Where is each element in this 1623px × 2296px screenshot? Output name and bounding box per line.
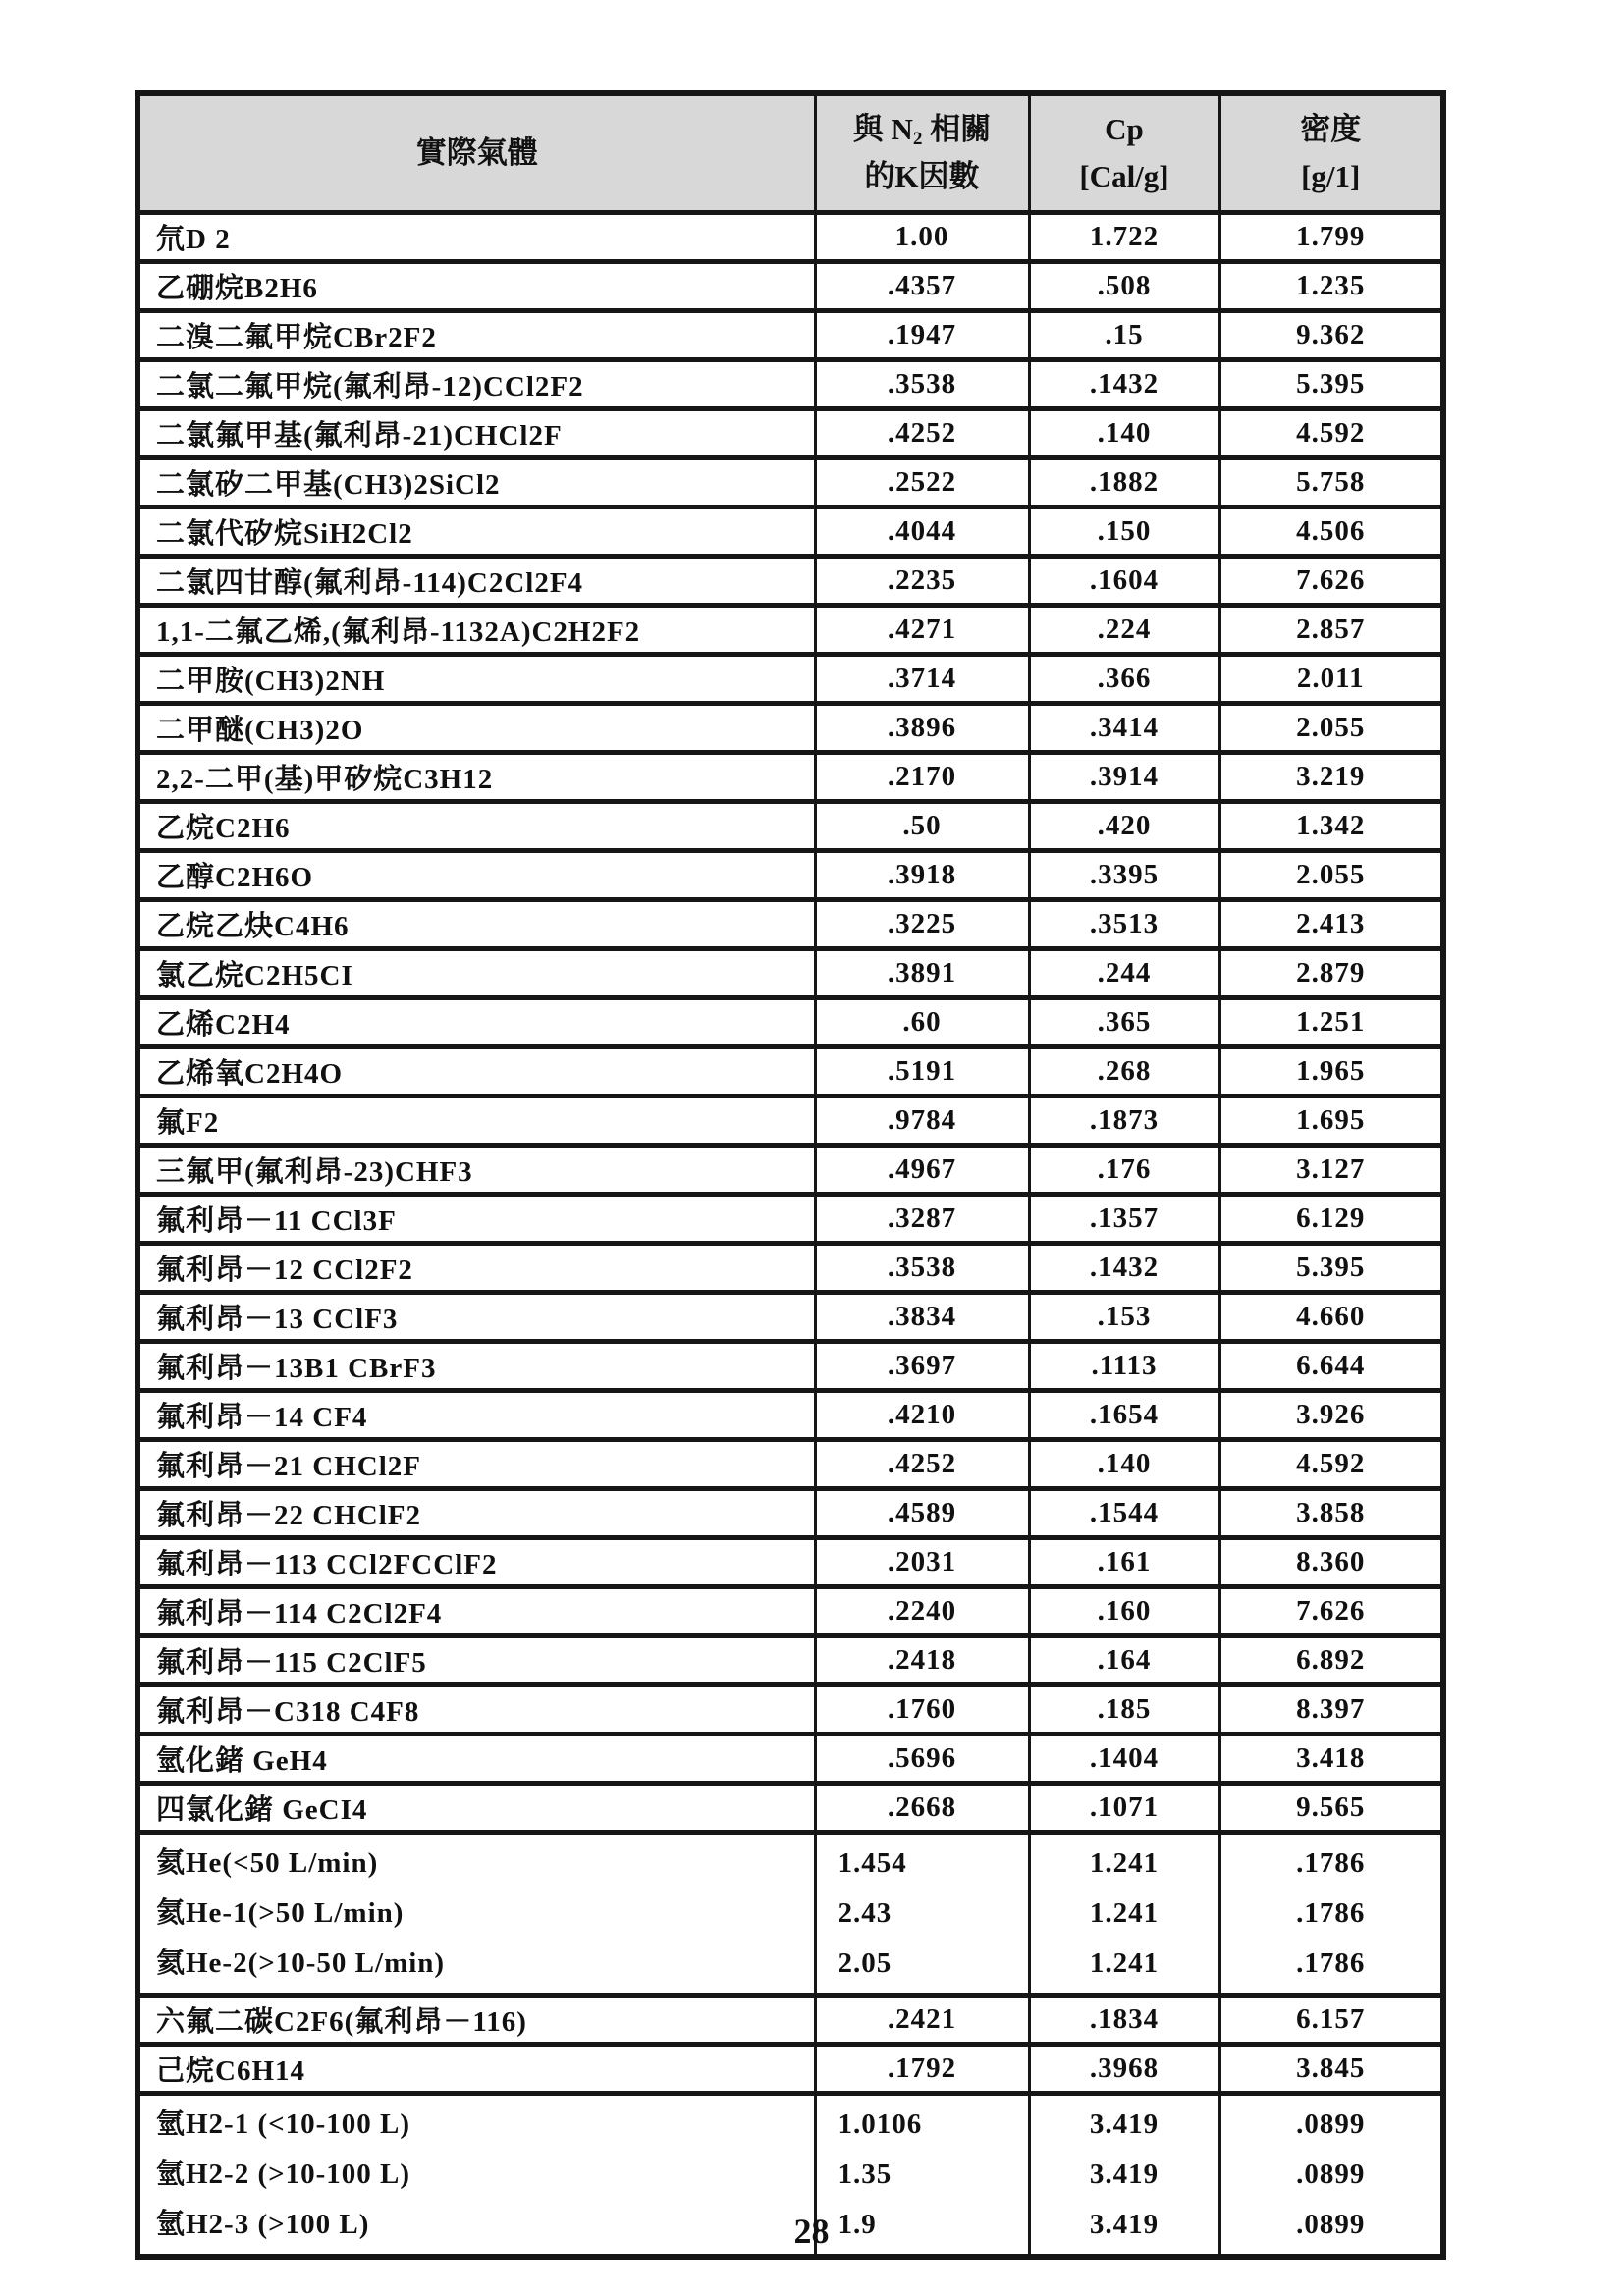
gas-name-cell: 二氯二氟甲烷(氟利昂-12)CCl2F2: [137, 360, 815, 409]
density-cell: 5.758: [1219, 458, 1443, 507]
gas-name-cell: 2,2-二甲(基)甲矽烷C3H12: [137, 753, 815, 802]
table-row: [137, 606, 1443, 655]
gas-name-cell: 氟利昂－113 CCl2FCClF2: [137, 1538, 815, 1587]
cell-line: 氫H2-3 (>100 L): [156, 2209, 370, 2240]
cell-line: 3.419: [1089, 2109, 1160, 2140]
k-factor-cell: .4967: [815, 1146, 1029, 1195]
gas-name-cell: 己烷C6H14: [137, 2045, 815, 2094]
cp-cell: .1113: [1029, 1342, 1219, 1391]
cell-line: 氦He(<50 L/min): [156, 1847, 379, 1879]
k-factor-cell: [815, 1833, 1029, 1996]
table-row: [137, 1342, 1443, 1391]
density-cell: 6.644: [1219, 1342, 1443, 1391]
k-factor-cell: .2418: [815, 1636, 1029, 1685]
header-text: 與 N: [852, 111, 913, 146]
density-cell: 2.857: [1219, 606, 1443, 655]
cp-cell: .185: [1029, 1685, 1219, 1735]
table-row: [137, 1784, 1443, 1833]
density-cell: 1.695: [1219, 1096, 1443, 1146]
gas-name-cell: 三氟甲(氟利昂-23)CHF3: [137, 1146, 815, 1195]
header-line: 的K因數: [864, 159, 980, 194]
table-row: [137, 998, 1443, 1047]
cp-cell: .3968: [1029, 2045, 1219, 2094]
k-factor-cell: .2240: [815, 1587, 1029, 1636]
cp-cell: .164: [1029, 1636, 1219, 1685]
table-row: [137, 458, 1443, 507]
cp-cell: .3414: [1029, 704, 1219, 753]
k-factor-cell: .3538: [815, 360, 1029, 409]
cp-cell: .508: [1029, 262, 1219, 311]
k-factor-cell: .9784: [815, 1096, 1029, 1146]
cp-cell: 1.722: [1029, 213, 1219, 262]
table-row: [137, 1391, 1443, 1440]
table-row: [137, 2045, 1443, 2094]
cp-cell: .1357: [1029, 1195, 1219, 1244]
gas-name-cell: 乙硼烷B2H6: [137, 262, 815, 311]
gas-name-cell: 氟利昂－13B1 CBrF3: [137, 1342, 815, 1391]
column-header-k-factor: [815, 93, 1029, 213]
table-row: [137, 1489, 1443, 1538]
table-row: [137, 1244, 1443, 1293]
table-row: [137, 1833, 1443, 1996]
cell-line: 氫H2-2 (>10-100 L): [156, 2159, 411, 2190]
gas-name-cell: 氟利昂－14 CF4: [137, 1391, 815, 1440]
cell-line: 1.0106: [838, 2109, 923, 2140]
density-cell: 2.055: [1219, 851, 1443, 900]
header-line: 密度: [1300, 111, 1362, 146]
k-factor-cell: .4589: [815, 1489, 1029, 1538]
cell-line: .1786: [1296, 1897, 1366, 1929]
cell-line: 氦He-2(>10-50 L/min): [156, 1948, 446, 1979]
gas-name-cell: 二氯氟甲基(氟利昂-21)CHCl2F: [137, 409, 815, 458]
cell-line: .0899: [1296, 2159, 1366, 2190]
cp-cell: .1432: [1029, 360, 1219, 409]
cp-cell: .1071: [1029, 1784, 1219, 1833]
cp-cell: .1882: [1029, 458, 1219, 507]
k-factor-cell: .4252: [815, 1440, 1029, 1489]
cell-line: .1786: [1296, 1948, 1366, 1979]
gas-name-cell: 氟利昂－11 CCl3F: [137, 1195, 815, 1244]
density-cell: 3.219: [1219, 753, 1443, 802]
table-row: [137, 262, 1443, 311]
density-cell: 5.395: [1219, 1244, 1443, 1293]
gas-name-cell: 乙烷C2H6: [137, 802, 815, 851]
density-cell: 3.926: [1219, 1391, 1443, 1440]
cp-cell: .140: [1029, 1440, 1219, 1489]
gas-name-cell: 乙醇C2H6O: [137, 851, 815, 900]
table-row: [137, 1636, 1443, 1685]
table-row: [137, 1440, 1443, 1489]
header-line: [817, 106, 1028, 154]
cell-line: 1.241: [1089, 1897, 1160, 1929]
density-cell: 1.342: [1219, 802, 1443, 851]
cell-line: .1786: [1296, 1847, 1366, 1879]
density-cell: 4.660: [1219, 1293, 1443, 1342]
cp-cell: .420: [1029, 802, 1219, 851]
density-cell: 4.592: [1219, 409, 1443, 458]
density-cell: 6.892: [1219, 1636, 1443, 1685]
k-factor-cell: .3834: [815, 1293, 1029, 1342]
subscript-text: 2: [912, 128, 923, 149]
table-row: [137, 360, 1443, 409]
density-cell: 7.626: [1219, 557, 1443, 606]
k-factor-cell: .4210: [815, 1391, 1029, 1440]
gas-name-cell: 氘D 2: [137, 213, 815, 262]
cp-cell: .1544: [1029, 1489, 1219, 1538]
k-factor-cell: .2421: [815, 1996, 1029, 2045]
k-factor-cell: .5696: [815, 1735, 1029, 1784]
table-row: [137, 704, 1443, 753]
k-factor-cell: .3891: [815, 949, 1029, 998]
k-factor-cell: .2668: [815, 1784, 1029, 1833]
table-row: [137, 1735, 1443, 1784]
cell-line: .0899: [1296, 2209, 1366, 2240]
cell-line: 氦He-1(>50 L/min): [156, 1897, 405, 1929]
gas-name-cell: 氟利昂－C318 C4F8: [137, 1685, 815, 1735]
density-cell: 7.626: [1219, 1587, 1443, 1636]
cell-line: .0899: [1296, 2109, 1366, 2140]
gas-name-cell: 四氯化鍺 GeCI4: [137, 1784, 815, 1833]
k-factor-cell: .60: [815, 998, 1029, 1047]
k-factor-cell: .1947: [815, 311, 1029, 360]
table-row: [137, 1685, 1443, 1735]
gas-name-cell: 六氟二碳C2F6(氟利昂－116): [137, 1996, 815, 2045]
table-row: [137, 557, 1443, 606]
page-number: 28: [793, 2212, 830, 2251]
density-cell: 1.235: [1219, 262, 1443, 311]
cell-line: 3.419: [1089, 2159, 1160, 2190]
header-line: [g/1]: [1301, 159, 1361, 193]
gas-name-cell: 氟利昂－22 CHClF2: [137, 1489, 815, 1538]
k-factor-cell: .4271: [815, 606, 1029, 655]
gas-name-cell: 二氯代矽烷SiH2Cl2: [137, 507, 815, 557]
cp-cell: .1404: [1029, 1735, 1219, 1784]
table-row: [137, 1096, 1443, 1146]
table-row: [137, 507, 1443, 557]
table-row: [137, 1293, 1443, 1342]
table-row: [137, 1146, 1443, 1195]
gas-name-cell: 乙烯C2H4: [137, 998, 815, 1047]
cp-cell: .15: [1029, 311, 1219, 360]
cell-line: 1.241: [1089, 1847, 1160, 1879]
k-factor-cell: .5191: [815, 1047, 1029, 1096]
density-cell: 3.858: [1219, 1489, 1443, 1538]
gas-name-cell: 氟F2: [137, 1096, 815, 1146]
density-cell: 3.127: [1219, 1146, 1443, 1195]
density-cell: 9.565: [1219, 1784, 1443, 1833]
cp-cell: .1873: [1029, 1096, 1219, 1146]
table-header: [137, 93, 1443, 213]
density-cell: 4.506: [1219, 507, 1443, 557]
table-row: [137, 1195, 1443, 1244]
cell-line: 2.43: [838, 1897, 893, 1929]
gas-name-cell: 乙烷乙炔C4H6: [137, 900, 815, 949]
cp-cell: .3395: [1029, 851, 1219, 900]
k-factor-cell: .3918: [815, 851, 1029, 900]
k-factor-cell: .1792: [815, 2045, 1029, 2094]
gas-name-cell: 1,1-二氟乙烯,(氟利昂-1132A)C2H2F2: [137, 606, 815, 655]
cp-cell: .268: [1029, 1047, 1219, 1096]
cp-cell: .1834: [1029, 1996, 1219, 2045]
cell-line: 1.241: [1089, 1948, 1160, 1979]
header-text: 相關: [922, 111, 992, 146]
cell-line: 氫H2-1 (<10-100 L): [156, 2109, 411, 2140]
k-factor-cell: .2170: [815, 753, 1029, 802]
cp-cell: .366: [1029, 655, 1219, 704]
gas-name-cell: 乙烯氧C2H4O: [137, 1047, 815, 1096]
cell-line: 3.419: [1089, 2209, 1160, 2240]
density-cell: [1219, 1833, 1443, 1996]
cp-cell: .153: [1029, 1293, 1219, 1342]
cp-cell: .3914: [1029, 753, 1219, 802]
cp-cell: .160: [1029, 1587, 1219, 1636]
table-row: [137, 311, 1443, 360]
density-cell: 6.157: [1219, 1996, 1443, 2045]
column-header-density: [1219, 93, 1443, 213]
cp-cell: .1432: [1029, 1244, 1219, 1293]
table-row: [137, 409, 1443, 458]
gas-name-cell: 二甲胺(CH3)2NH: [137, 655, 815, 704]
cell-line: 2.05: [838, 1948, 893, 1979]
k-factor-cell: .4252: [815, 409, 1029, 458]
k-factor-cell: 1.00: [815, 213, 1029, 262]
cell-line: 1.35: [838, 2159, 893, 2190]
density-cell: 8.397: [1219, 1685, 1443, 1735]
density-cell: 2.879: [1219, 949, 1443, 998]
header-line: [Cal/g]: [1079, 159, 1169, 193]
k-factor-cell: .3697: [815, 1342, 1029, 1391]
table-row: [137, 802, 1443, 851]
k-factor-cell: .4357: [815, 262, 1029, 311]
gas-name-cell: 氟利昂－21 CHCl2F: [137, 1440, 815, 1489]
k-factor-cell: .4044: [815, 507, 1029, 557]
cp-cell: .244: [1029, 949, 1219, 998]
cp-cell: .150: [1029, 507, 1219, 557]
header-line: Cp: [1105, 111, 1144, 146]
cell-line: 1.454: [838, 1847, 907, 1879]
table-row: [137, 1047, 1443, 1096]
table-row: [137, 753, 1443, 802]
header-row: [137, 93, 1443, 213]
k-factor-cell: .3896: [815, 704, 1029, 753]
density-cell: 4.592: [1219, 1440, 1443, 1489]
cp-cell: .224: [1029, 606, 1219, 655]
density-cell: 2.055: [1219, 704, 1443, 753]
cp-cell: .365: [1029, 998, 1219, 1047]
gas-name-cell: 氫化鍺 GeH4: [137, 1735, 815, 1784]
gas-name-cell: 二甲醚(CH3)2O: [137, 704, 815, 753]
table-row: [137, 1587, 1443, 1636]
density-cell: 2.413: [1219, 900, 1443, 949]
gas-name-cell: 二溴二氟甲烷CBr2F2: [137, 311, 815, 360]
header-line: 實際氣體: [415, 134, 538, 170]
cp-cell: .1604: [1029, 557, 1219, 606]
gas-name-cell: 氯乙烷C2H5CI: [137, 949, 815, 998]
k-factor-cell: .2522: [815, 458, 1029, 507]
density-cell: 1.799: [1219, 213, 1443, 262]
cp-cell: .3513: [1029, 900, 1219, 949]
density-cell: 2.011: [1219, 655, 1443, 704]
column-header-cp: [1029, 93, 1219, 213]
density-cell: 6.129: [1219, 1195, 1443, 1244]
gas-name-cell: 氟利昂－12 CCl2F2: [137, 1244, 815, 1293]
gas-name-cell: 氟利昂－114 C2Cl2F4: [137, 1587, 815, 1636]
cp-cell: [1029, 1833, 1219, 1996]
table-row: [137, 949, 1443, 998]
cp-cell: .161: [1029, 1538, 1219, 1587]
gas-name-cell: 氟利昂－115 C2ClF5: [137, 1636, 815, 1685]
gas-name-cell: 二氯矽二甲基(CH3)2SiCl2: [137, 458, 815, 507]
k-factor-cell: .50: [815, 802, 1029, 851]
cell-line: 1.9: [838, 2209, 877, 2240]
cp-cell: .140: [1029, 409, 1219, 458]
density-cell: 5.395: [1219, 360, 1443, 409]
density-cell: 8.360: [1219, 1538, 1443, 1587]
k-factor-cell: .1760: [815, 1685, 1029, 1735]
density-cell: 1.251: [1219, 998, 1443, 1047]
table-row: [137, 851, 1443, 900]
table-body: [137, 213, 1443, 2258]
gas-name-cell: 二氯四甘醇(氟利昂-114)C2Cl2F4: [137, 557, 815, 606]
k-factor-cell: .3714: [815, 655, 1029, 704]
table-row: [137, 900, 1443, 949]
k-factor-cell: .3225: [815, 900, 1029, 949]
density-cell: 3.845: [1219, 2045, 1443, 2094]
density-cell: 9.362: [1219, 311, 1443, 360]
table-row: [137, 1996, 1443, 2045]
gas-properties-table: [135, 90, 1446, 2260]
cp-cell: .176: [1029, 1146, 1219, 1195]
density-cell: 1.965: [1219, 1047, 1443, 1096]
gas-name-cell: 氟利昂－13 CClF3: [137, 1293, 815, 1342]
k-factor-cell: .3538: [815, 1244, 1029, 1293]
table-row: [137, 655, 1443, 704]
cp-cell: .1654: [1029, 1391, 1219, 1440]
table-row: [137, 1538, 1443, 1587]
k-factor-cell: .2235: [815, 557, 1029, 606]
table-row: [137, 213, 1443, 262]
density-cell: 3.418: [1219, 1735, 1443, 1784]
k-factor-cell: .2031: [815, 1538, 1029, 1587]
gas-name-cell: [137, 1833, 815, 1996]
k-factor-cell: .3287: [815, 1195, 1029, 1244]
column-header-gas: [137, 93, 815, 213]
